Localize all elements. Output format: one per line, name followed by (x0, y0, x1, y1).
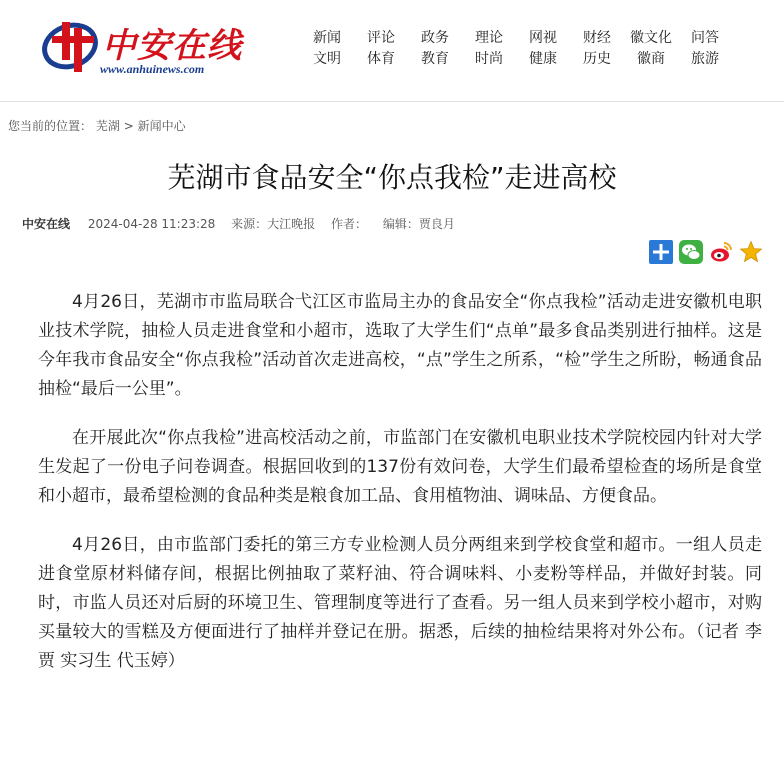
header-divider (0, 101, 784, 102)
article-meta (22, 215, 455, 232)
favorite-star-icon[interactable] (739, 240, 763, 264)
breadcrumb-news-center[interactable]: 新闻中心 (137, 119, 186, 133)
nav-item-news[interactable]: 新闻 (313, 30, 341, 46)
logo-swoosh-icon (40, 14, 106, 76)
share-plus-icon[interactable] (649, 240, 673, 264)
meta-author: 作者： (330, 217, 367, 231)
nav-item-sports[interactable]: 体育 (367, 51, 395, 67)
nav-row-2 (300, 49, 740, 70)
page-title: 芜湖市食品安全“你点我检”走进高校 (167, 161, 617, 194)
site-header (0, 0, 784, 100)
nav-item-theory[interactable]: 理论 (475, 30, 503, 46)
nav-item-comment[interactable]: 评论 (367, 30, 395, 46)
article-paragraph-2: 在开展此次“你点我检”进高校活动之前，市监部门在安徽机电职业技术学院校园内针对大学生发起了一份电子问卷调查。根据回收到的137份有效问卷，大学生们最希望检查的场所是食堂和小超市，最希望检测的食品种类是粮食加工品、食用植物油、调味品、方便食品。 (38, 428, 762, 506)
nav-item-hui-culture[interactable]: 徽文化 (630, 30, 672, 46)
nav-item-education[interactable]: 教育 (421, 51, 449, 67)
weibo-icon[interactable] (709, 240, 733, 264)
logo-text: 中安在线 (102, 26, 242, 66)
nav-item-finance[interactable]: 财经 (583, 30, 611, 46)
nav-item-civilization[interactable]: 文明 (313, 51, 341, 67)
nav-row-1 (300, 28, 740, 49)
article-body (38, 288, 762, 696)
breadcrumb-wuhu[interactable]: 芜湖 (95, 119, 120, 133)
meta-datetime: 2024-04-28 11:23:28 (87, 217, 216, 231)
nav-item-travel[interactable]: 旅游 (691, 51, 719, 67)
meta-editor: 编辑：贾良月 (382, 217, 455, 231)
breadcrumb-separator: > (123, 119, 134, 133)
logo-url: www.anhuinews.com (100, 62, 205, 76)
nav-item-qa[interactable]: 问答 (691, 30, 719, 46)
share-bar (649, 240, 769, 266)
nav-item-hui-merchants[interactable]: 徽商 (637, 51, 665, 67)
article-paragraph-1: 4月26日，芜湖市市监局联合弋江区市监局主办的食品安全“你点我检”活动走进安徽机电职业技术学院，抽检人员走进食堂和小超市，选取了大学生们“点单”最多食品类别进行抽样。这是今年我市食品安全“你点我检”活动首次走进高校，“点”学生之所系，“检”学生之所盼，畅通食品抽检“最后一公里”。 (38, 292, 762, 399)
wechat-icon[interactable] (679, 240, 703, 264)
meta-source: 来源：大江晚报 (231, 217, 316, 231)
nav-item-fashion[interactable]: 时尚 (475, 51, 503, 67)
breadcrumb (8, 117, 186, 134)
nav-item-government[interactable]: 政务 (421, 30, 449, 46)
breadcrumb-prefix: 您当前的位置： (8, 119, 93, 133)
meta-site: 中安在线 (22, 217, 71, 231)
nav-item-history[interactable]: 历史 (583, 51, 611, 67)
article-paragraph-3: 4月26日，由市监部门委托的第三方专业检测人员分两组来到学校食堂和超市。一组人员走进食堂原材料储存间，根据比例抽取了菜籽油、符合调味料、小麦粉等样品，并做好封装。同时，市监人员还对后厨的环境卫生、管理制度等进行了查看。另一组人员来到学校小超市，对购买量较大的雪糕及方便面进行了抽样并登记在册。据悉，后续的抽检结果将对外公布。（记者 李贾 实习生 代玉婷） (38, 535, 762, 671)
nav-item-video[interactable]: 网视 (529, 30, 557, 46)
nav-item-health[interactable]: 健康 (529, 51, 557, 67)
site-logo[interactable] (40, 14, 250, 84)
main-nav (300, 28, 740, 70)
